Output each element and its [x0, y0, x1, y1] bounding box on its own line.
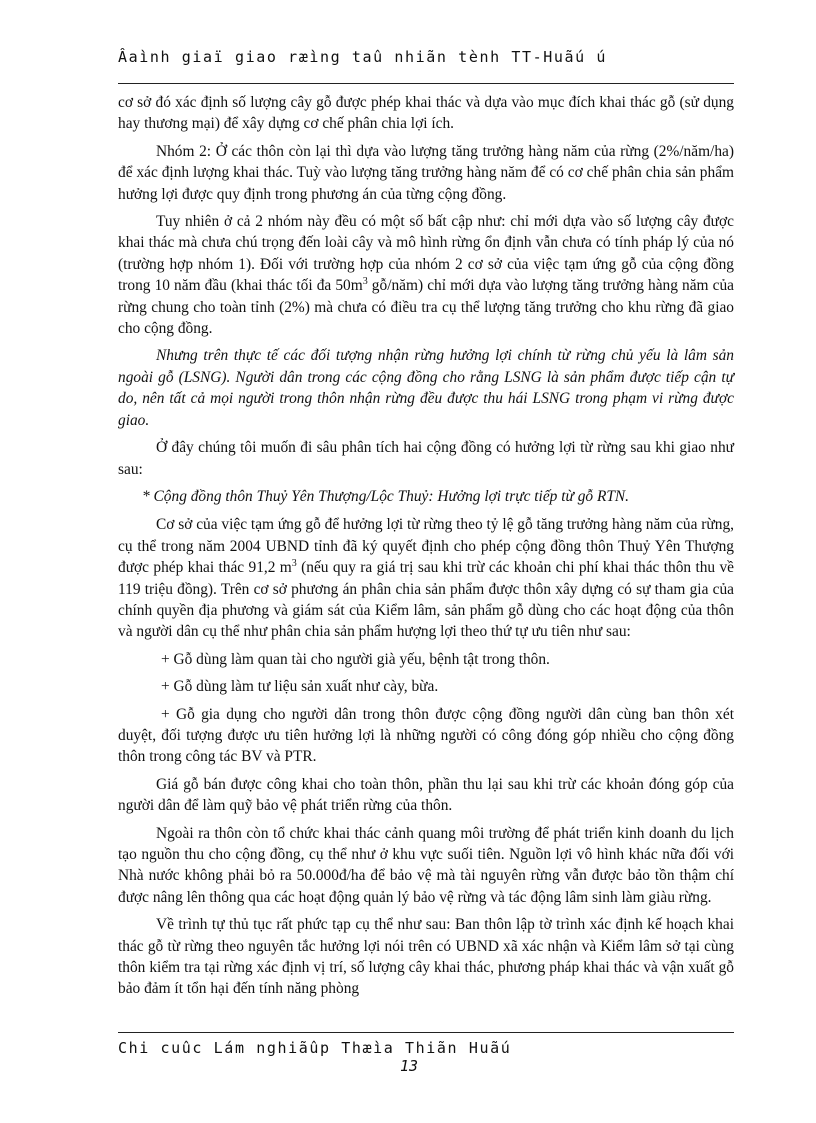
paragraph-continuation: cơ sở đó xác định số lượng cây gỗ được phép khai thác và dựa vào mục đích khai thác gỗ (sử dụng hay thương mại) để xây dựng cơ chế phân chia lợi ích.: [118, 94, 734, 133]
bullet-item: + Gỗ dùng làm tư liệu sản xuất như cày, bừa.: [161, 678, 439, 696]
paragraph-procedure: Về trình tự thủ tục rất phức tạp cụ thể như sau: Ban thôn lập tờ trình xác định kế hoạch khai thác gỗ từ rừng theo nguyên tắc hưởng lợi nói trên có UBND xã xác nhận và Kiểm lâm sở tại cùng thôn kiểm tra tại rừng xác định vị trí, số lượng cây khai thác, phương pháp khai thác và vận xuất gỗ bảo đảm ít tổn hại đến tính năng phòng: [118, 916, 734, 998]
paragraph-limitations-b: gỗ/năm) chỉ mới dựa vào lượng tăng trưởng hàng năm của rừng chung cho toàn tỉnh (2%) mà chưa có điều tra cụ thể lượng tăng trưởng cho khu rừng đã giao cho cộng đồng.: [118, 277, 734, 338]
running-footer: Chi cuûc Lám nghiãûp Thæìa Thiãn Huãú: [118, 1039, 512, 1057]
paragraph-tourism: Ngoài ra thôn còn tổ chức khai thác cảnh quang môi trường để phát triển kinh doanh du lịch tạo nguồn thu cho cộng đồng, cụ thể như ở khu vực suối tiên. Nguồn lợi vô hình khác nữa đối với Nhà nước không phải bỏ ra 50.000đ/ha để bảo vệ mà tài nguyên rừng vẫn được bảo tồn thậm chí được nâng lên thông qua các hoạt động quản lý bảo vệ rừng và tác động lâm sinh làm giàu rừng.: [118, 824, 734, 906]
section-heading: * Cộng đồng thôn Thuỷ Yên Thượng/Lộc Thuỷ: Hưởng lợi trực tiếp từ gỗ RTN.: [142, 487, 630, 505]
paragraph-intro-analysis: Ở đây chúng tôi muốn đi sâu phân tích hai cộng đồng có hưởng lợi từ rừng sau khi giao như sau:: [118, 439, 734, 478]
paragraph-group-2: Nhóm 2: Ở các thôn còn lại thì dựa vào lượng tăng trưởng hàng năm của rừng (2%/năm/ha) để xác định lượng khai thác. Tuỳ vào lượng tăng trưởng hàng năm để có cơ chế phân chia sản phẩm hưởng lợi được quy định trong phương án của từng cộng đồng.: [118, 142, 734, 203]
paragraph-ntfp: Nhưng trên thực tế các đối tượng nhận rừng hưởng lợi chính từ rừng chủ yếu là lâm sản ngoài gỗ (LSNG). Người dân trong các cộng đồng cho rằng LSNG là sản phẩm được tiếp cận tự do, nên tất cả mọi người trong thôn nhận rừng đều được thu hái LSNG trong phạm vi rừng được giao.: [118, 347, 734, 429]
paragraph-basis: [118, 514, 734, 642]
body-text: [118, 92, 734, 1006]
paragraph-basis-b: (nếu quy ra giá trị sau khi trừ các khoản chi phí khai thác thôn thu về 119 triệu đồng). Trên cơ sở phương án phân chia sản phẩm được thôn xây dựng có sự tham gia của chính quyền địa phương và giám sát của Kiểm lâm, sản phẩm gỗ dùng cho các hoạt động của thôn và người dân cụ thể như phân chia sản phẩm hượng lợi theo thứ tự ưu tiên như sau:: [118, 559, 735, 641]
footer-rule: [118, 1032, 734, 1033]
paragraph-price: Giá gỗ bán được công khai cho toàn thôn, phần thu lại sau khi trừ các khoản đóng góp của người dân để làm quỹ bảo vệ phát triển rừng của thôn.: [118, 775, 734, 815]
paragraph-limitations: [118, 211, 734, 339]
header-rule: [118, 83, 734, 84]
cubic-superscript: 3: [362, 276, 368, 288]
paragraph-limitations-a: Tuy nhiên ở cả 2 nhóm này đều có một số bất cập như: chỉ mới dựa vào số lượng cây được khai thác mà chưa chú trọng đến loài cây và mô hình rừng ổn định vẫn chưa có tính pháp lý của nó (trường hợp nhóm 1). Đối với trường hợp của nhóm 2 cơ sở của việc tạm ứng gỗ của cộng đồng trong 10 năm đầu (khai thác tối đa 50m: [118, 213, 734, 295]
running-header: Âaình giaï giao ræìng taû nhiãn tènh TT-Huãú ú: [118, 48, 608, 66]
cubic-superscript: 3: [291, 558, 297, 569]
bullet-item: + Gỗ gia dụng cho người dân trong thôn được cộng đồng người dân cùng ban thôn xét duyệt, đối tượng được ưu tiên hưởng lợi là những người có công đóng góp nhiều cho cộng đồng thôn trong công tác BV và PTR.: [118, 705, 734, 766]
bullet-item: + Gỗ dùng làm quan tài cho người già yếu, bệnh tật trong thôn.: [161, 650, 550, 668]
page-number: 13: [400, 1057, 419, 1075]
paragraph-basis-a: Cơ sở của việc tạm ứng gỗ để hưởng lợi từ rừng theo tỷ lệ gỗ tăng trưởng hàng năm của rừng, cụ thể trong năm 2004 UBND tỉnh đã ký quyết định cho phép cộng đồng thôn Thuỷ Yên Thượng được phép khai thác 91,2 m: [118, 516, 734, 577]
